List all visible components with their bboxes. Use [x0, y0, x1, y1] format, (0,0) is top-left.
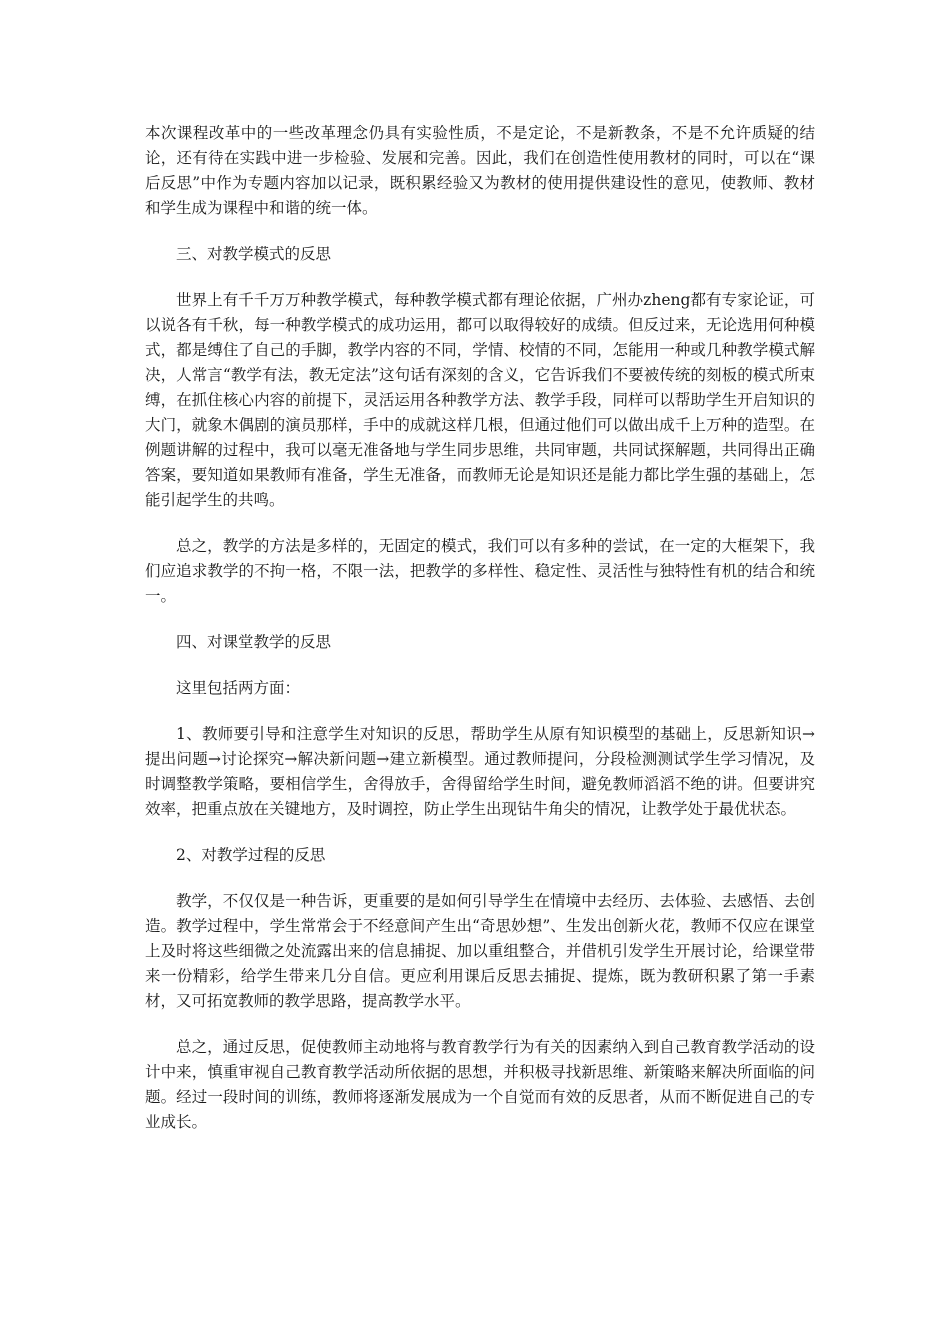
paragraph-conclusion: 总之，通过反思，促使教师主动地将与教育教学行为有关的因素纳入到自己教育教学活动的设计中来，慎重审视自己教育教学活动所依据的思想，并积极寻找新思维、新策略来解决所面临的问题。经过一段时间的训练，教师将逐渐发展成为一个自觉而有效的反思者，从而不断促进自己的专业成长。	[145, 1038, 815, 1131]
paragraph-teaching-process: 教学，不仅仅是一种告诉，更重要的是如何引导学生在情境中去经历、去体验、去感悟、去创造。教学过程中，学生常常会于不经意间产生出“奇思妙想”、生发出创新火花，教师不仅应在课堂上及时将这些细微之处流露出来的信息捕捉、加以重组整合，并借机引发学生开展讨论，给课堂带来一份精彩，给学生带来几分自信。更应利用课后反思去捕捉、提炼，既为教研积累了第一手素材，又可拓宽教师的教学思路，提高教学水平。	[145, 892, 815, 1010]
paragraph-teaching-mode-summary: 总之，教学的方法是多样的，无固定的模式，我们可以有多种的尝试，在一定的大框架下，我们应追求教学的不拘一格，不限一法，把教学的多样性、稳定性、灵活性与独特性有机的结合和统一。	[145, 537, 815, 605]
paragraph-two-aspects: 这里包括两方面：	[176, 679, 301, 697]
paragraph-teaching-mode: 世界上有千千万万种教学模式，每种教学模式都有理论依据，广州办zheng都有专家论证，可以说各有千秋，每一种教学模式的成功运用，都可以取得较好的成绩。但反过来，无论选用何种模式，都是缚住了自己的手脚，教学内容的不同，学情、校情的不同，怎能用一种或几种教学模式解决，人常言“教学有法，教无定法”这句话有深刻的含义，它告诉我们不要被传统的刻板的模式所束缚，在抓住核心内容的前提下，灵活运用各种教学方法、教学手段，同样可以帮助学生开启知识的大门，就象木偶剧的演员那样，手中的成就这样几根，但通过他们可以做出成千上万种的造型。在例题讲解的过程中，我可以毫无准备地与学生同步思维，共同审题，共同试探解题，共同得出正确答案，要知道如果教师有准备，学生无准备，而教师无论是知识还是能力都比学生强的基础上，怎能引起学生的共鸣。	[145, 291, 815, 509]
subheading-teaching-process: 2、对教学过程的反思	[176, 846, 326, 864]
document-body	[145, 121, 815, 1156]
paragraph-point-1: 1、教师要引导和注意学生对知识的反思，帮助学生从原有知识模型的基础上，反思新知识→提出问题→讨论探究→解决新问题→建立新模型。通过教师提问，分段检测测试学生学习情况，及时调整教学策略，要相信学生，舍得放手，舍得留给学生时间，避免教师滔滔不绝的讲。但要讲究效率，把重点放在关键地方，及时调控，防止学生出现钻牛角尖的情况，让教学处于最优状态。	[145, 725, 815, 818]
paragraph-intro: 本次课程改革中的一些改革理念仍具有实验性质，不是定论，不是新教条，不是不允许质疑的结论，还有待在实践中进一步检验、发展和完善。因此，我们在创造性使用教材的同时，可以在“课后反思”中作为专题内容加以记录，既积累经验又为教材的使用提供建设性的意见，使教师、教材和学生成为课程中和谐的统一体。	[145, 124, 815, 217]
section-heading-classroom: 四、对课堂教学的反思	[176, 633, 332, 651]
section-heading-teaching-mode: 三、对教学模式的反思	[176, 245, 332, 263]
